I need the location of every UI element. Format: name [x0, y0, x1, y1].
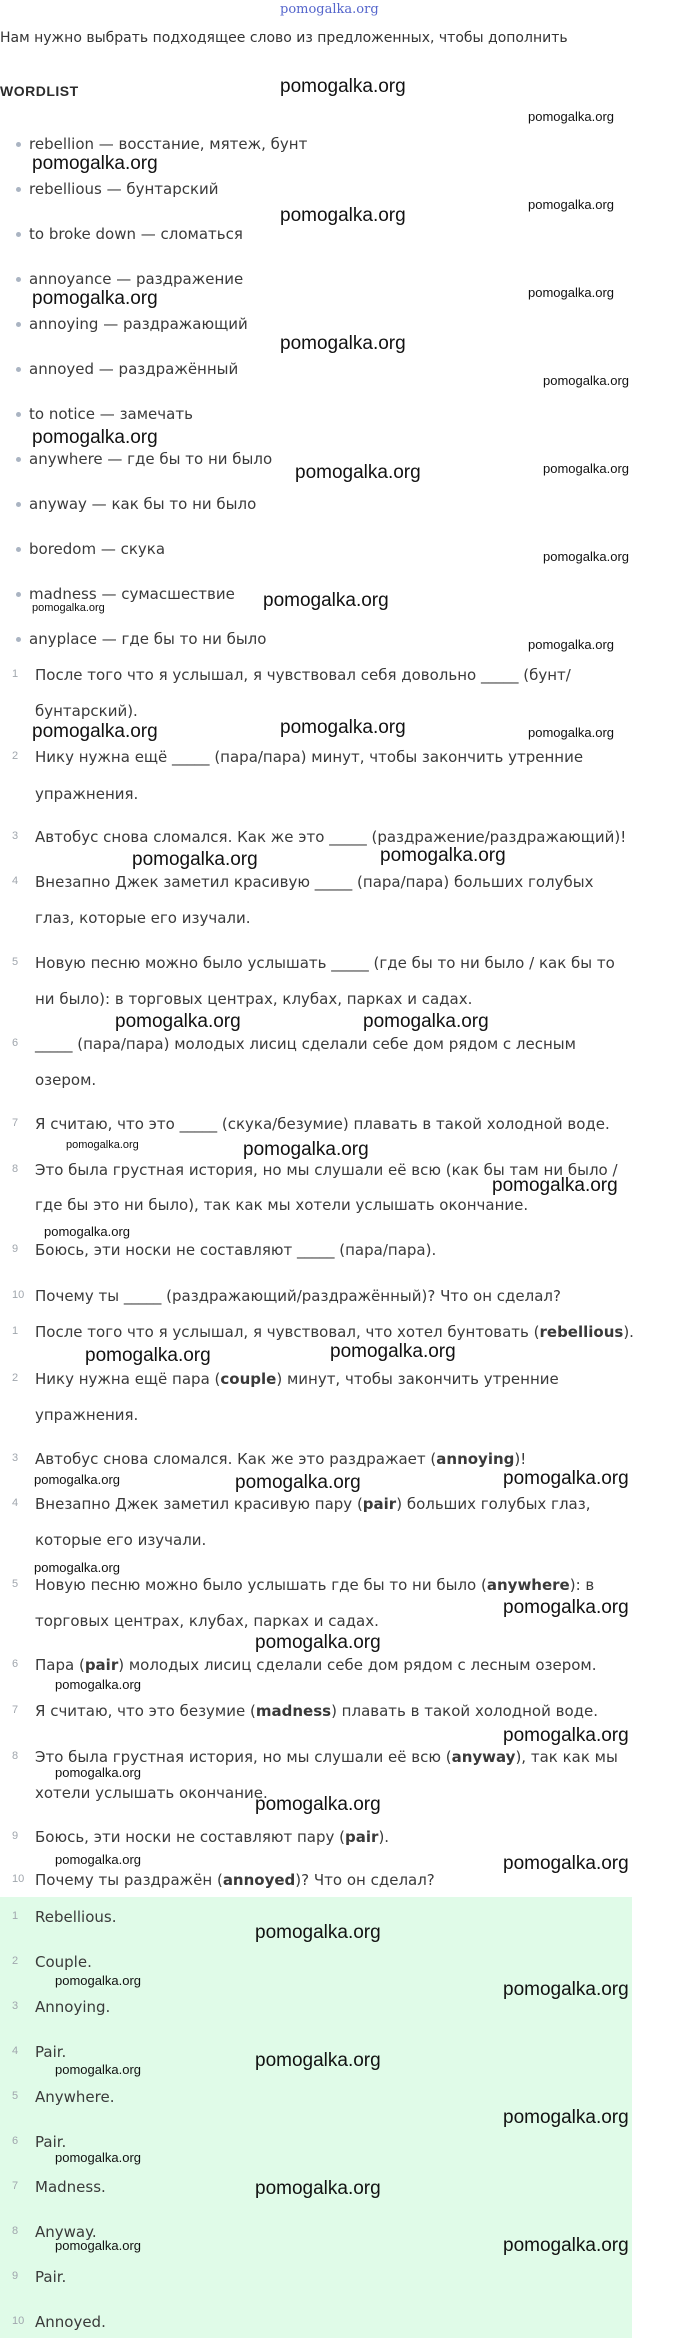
wordlist-item: to notice — замечать [16, 405, 193, 423]
watermark: pomogalka.org [280, 205, 406, 226]
task-line: Почему ты _____ (раздражающий/раздражённый)? Что он сделал? [35, 1287, 561, 1305]
answer-word: rebellious [539, 1323, 624, 1341]
translation-line: хотели услышать окончание. [35, 1784, 268, 1802]
watermark: pomogalka.org [55, 2150, 141, 2165]
task-line: упражнения. [35, 785, 139, 803]
answer-number: 1 [12, 1910, 19, 1922]
answer-word: couple [220, 1370, 277, 1388]
translation-line: Почему ты раздражён (annoyed)? Что он сделал? [35, 1871, 435, 1889]
task-line: ни было): в торговых центрах, клубах, парках и садах. [35, 990, 473, 1008]
answer-word: annoying [436, 1450, 515, 1468]
translation-number: 9 [12, 1830, 19, 1842]
watermark: pomogalka.org [44, 1224, 130, 1239]
wordlist-item: boredom — скука [16, 540, 165, 558]
watermark: pomogalka.org [543, 549, 629, 564]
answer-word: pair [362, 1495, 397, 1513]
translation-number: 4 [12, 1497, 19, 1509]
answer-number: 6 [12, 2135, 19, 2147]
answer-number: 3 [12, 2000, 19, 2012]
watermark: pomogalka.org [280, 333, 406, 354]
answer-number: 8 [12, 2225, 19, 2237]
answer-number: 5 [12, 2090, 19, 2102]
answer-text: Annoying. [35, 1998, 111, 2016]
task-line: Новую песню можно было услышать _____ (где бы то ни было / как бы то [35, 954, 615, 972]
watermark: pomogalka.org [132, 849, 258, 870]
translation-line: Новую песню можно было услышать где бы то ни было (anywhere): в [35, 1576, 595, 1594]
watermark: pomogalka.org [255, 2178, 381, 2199]
wordlist-item: rebellious — бунтарский [16, 180, 219, 198]
watermark: pomogalka.org [255, 2050, 381, 2071]
watermark: pomogalka.org [255, 1632, 381, 1653]
translation-line: упражнения. [35, 1406, 139, 1424]
translation-number: 1 [12, 1325, 19, 1337]
watermark: pomogalka.org [243, 1139, 369, 1160]
wordlist-item: annoyed — раздражённый [16, 360, 238, 378]
task-line: озером. [35, 1071, 97, 1089]
task-number: 4 [12, 875, 19, 887]
watermark: pomogalka.org [492, 1175, 618, 1196]
task-number: 10 [12, 1289, 25, 1301]
answer-number: 2 [12, 1955, 19, 1967]
site-header-logo: pomogalka.org [280, 2, 379, 17]
watermark: pomogalka.org [503, 1979, 629, 2000]
translation-line: торговых центрах, клубах, парках и садах. [35, 1612, 379, 1630]
task-line: Внезапно Джек заметил красивую _____ (пара/пара) больших голубых [35, 873, 594, 891]
translation-line: Нику нужна ещё пара (couple) минут, чтобы закончить утренние [35, 1370, 559, 1388]
translation-line: Боюсь, эти носки не составляют пару (pair). [35, 1828, 390, 1846]
watermark: pomogalka.org [503, 2235, 629, 2256]
watermark: pomogalka.org [280, 76, 406, 97]
watermark: pomogalka.org [32, 153, 158, 174]
watermark: pomogalka.org [363, 1011, 489, 1032]
wordlist-item: annoyance — раздражение [16, 270, 243, 288]
answer-number: 9 [12, 2270, 19, 2282]
watermark: pomogalka.org [55, 1852, 141, 1867]
watermark: pomogalka.org [528, 109, 614, 124]
task-number: 1 [12, 668, 19, 680]
translation-line: Пара (pair) молодых лисиц сделали себе дом рядом с лесным озером. [35, 1656, 597, 1674]
task-line: где бы это ни было), так как мы хотели услышать окончание. [35, 1196, 529, 1214]
answer-word: madness [255, 1702, 332, 1720]
answer-number: 4 [12, 2045, 19, 2057]
watermark: pomogalka.org [528, 637, 614, 652]
watermark: pomogalka.org [263, 590, 389, 611]
answer-word: anyway [451, 1748, 516, 1766]
translation-number: 2 [12, 1372, 19, 1384]
task-line: После того что я услышал, я чувствовал себя довольно _____ (бунт/ [35, 666, 571, 684]
task-number: 9 [12, 1243, 19, 1255]
watermark: pomogalka.org [55, 1973, 141, 1988]
bullet-icon [16, 592, 21, 597]
wordlist-item: anywhere — где бы то ни было [16, 450, 272, 468]
task-line: глаз, которые его изучали. [35, 909, 251, 927]
answer-text: Madness. [35, 2178, 106, 2196]
watermark: pomogalka.org [280, 717, 406, 738]
task-number: 5 [12, 956, 19, 968]
translation-number: 5 [12, 1578, 19, 1590]
watermark: pomogalka.org [503, 1468, 629, 1489]
watermark: pomogalka.org [255, 1794, 381, 1815]
task-line: Боюсь, эти носки не составляют _____ (пара/пара). [35, 1241, 437, 1259]
watermark: pomogalka.org [295, 462, 421, 483]
answer-text: Rebellious. [35, 1908, 117, 1926]
watermark: pomogalka.org [255, 1922, 381, 1943]
task-line: Я считаю, что это _____ (скука/безумие) плавать в такой холодной воде. [35, 1115, 610, 1133]
watermark: pomogalka.org [330, 1341, 456, 1362]
watermark: pomogalka.org [32, 427, 158, 448]
answer-word: pair [84, 1656, 119, 1674]
bullet-icon [16, 367, 21, 372]
bullet-icon [16, 142, 21, 147]
watermark: pomogalka.org [32, 602, 105, 614]
wordlist-item: to broke down — сломаться [16, 225, 243, 243]
answer-number: 7 [12, 2180, 19, 2192]
wordlist-item: anyway — как бы то ни было [16, 495, 256, 513]
wordlist-item: annoying — раздражающий [16, 315, 248, 333]
watermark: pomogalka.org [34, 1472, 120, 1487]
answer-text: Couple. [35, 1953, 92, 1971]
watermark: pomogalka.org [32, 288, 158, 309]
wordlist-item: anyplace — где бы то ни было [16, 630, 266, 648]
answer-word: annoyed [222, 1871, 296, 1889]
translation-number: 8 [12, 1750, 19, 1762]
watermark: pomogalka.org [543, 373, 629, 388]
task-line: Это была грустная история, но мы слушали её всю (как бы там ни было / [35, 1161, 618, 1179]
watermark: pomogalka.org [503, 1853, 629, 1874]
wordlist-title: WORDLIST [0, 83, 79, 99]
translation-line: Это была грустная история, но мы слушали её всю (anyway), так как мы [35, 1748, 618, 1766]
watermark: pomogalka.org [55, 2062, 141, 2077]
wordlist-item: madness — сумасшествие [16, 585, 235, 603]
watermark: pomogalka.org [55, 1765, 141, 1780]
task-line: Автобус снова сломался. Как же это _____ (раздражение/раздражающий)! [35, 828, 627, 846]
watermark: pomogalka.org [66, 1139, 139, 1151]
bullet-icon [16, 412, 21, 417]
translation-line: Я считаю, что это безумие (madness) плавать в такой холодной воде. [35, 1702, 599, 1720]
task-number: 8 [12, 1163, 19, 1175]
answer-text: Anywhere. [35, 2088, 115, 2106]
watermark: pomogalka.org [528, 285, 614, 300]
watermark: pomogalka.org [34, 1560, 120, 1575]
answer-text: Pair. [35, 2268, 67, 2286]
task-line: Нику нужна ещё _____ (пара/пара) минут, чтобы закончить утренние [35, 748, 584, 766]
translation-number: 7 [12, 1704, 19, 1716]
task-line: _____ (пара/пара) молодых лисиц сделали себе дом рядом с лесным [35, 1035, 576, 1053]
translation-line: которые его изучали. [35, 1531, 207, 1549]
watermark: pomogalka.org [55, 2238, 141, 2253]
task-number: 3 [12, 830, 19, 842]
answer-number: 10 [12, 2315, 25, 2327]
bullet-icon [16, 637, 21, 642]
watermark: pomogalka.org [503, 2107, 629, 2128]
answer-text: Pair. [35, 2043, 67, 2061]
watermark: pomogalka.org [235, 1472, 361, 1493]
watermark: pomogalka.org [543, 461, 629, 476]
translation-line: Автобус снова сломался. Как же это раздражает (annoying)! [35, 1450, 527, 1468]
watermark: pomogalka.org [55, 1677, 141, 1692]
answer-text: Annoyed. [35, 2313, 106, 2331]
watermark: pomogalka.org [85, 1345, 211, 1366]
task-number: 6 [12, 1037, 19, 1049]
answer-text: Anyway. [35, 2223, 97, 2241]
watermark: pomogalka.org [380, 845, 506, 866]
bullet-icon [16, 502, 21, 507]
bullet-icon [16, 232, 21, 237]
task-line: бунтарский). [35, 702, 138, 720]
answer-word: anywhere [486, 1576, 570, 1594]
translation-number: 6 [12, 1658, 19, 1670]
answer-word: pair [345, 1828, 379, 1846]
translation-number: 3 [12, 1452, 19, 1464]
bullet-icon [16, 547, 21, 552]
task-number: 2 [12, 750, 19, 762]
watermark: pomogalka.org [528, 725, 614, 740]
watermark: pomogalka.org [503, 1597, 629, 1618]
bullet-icon [16, 322, 21, 327]
answer-text: Pair. [35, 2133, 67, 2151]
intro-text: Нам нужно выбрать подходящее слово из предложенных, чтобы дополнить [0, 30, 568, 46]
watermark: pomogalka.org [115, 1011, 241, 1032]
wordlist-item: rebellion — восстание, мятеж, бунт [16, 135, 307, 153]
bullet-icon [16, 457, 21, 462]
bullet-icon [16, 277, 21, 282]
task-number: 7 [12, 1117, 19, 1129]
translation-line: Внезапно Джек заметил красивую пару (pair) больших голубых глаз, [35, 1495, 591, 1513]
translation-line: После того что я услышал, я чувствовал, что хотел бунтовать (rebellious). [35, 1323, 634, 1341]
translation-number: 10 [12, 1873, 25, 1885]
bullet-icon [16, 187, 21, 192]
watermark: pomogalka.org [503, 1725, 629, 1746]
watermark: pomogalka.org [528, 197, 614, 212]
watermark: pomogalka.org [32, 721, 158, 742]
